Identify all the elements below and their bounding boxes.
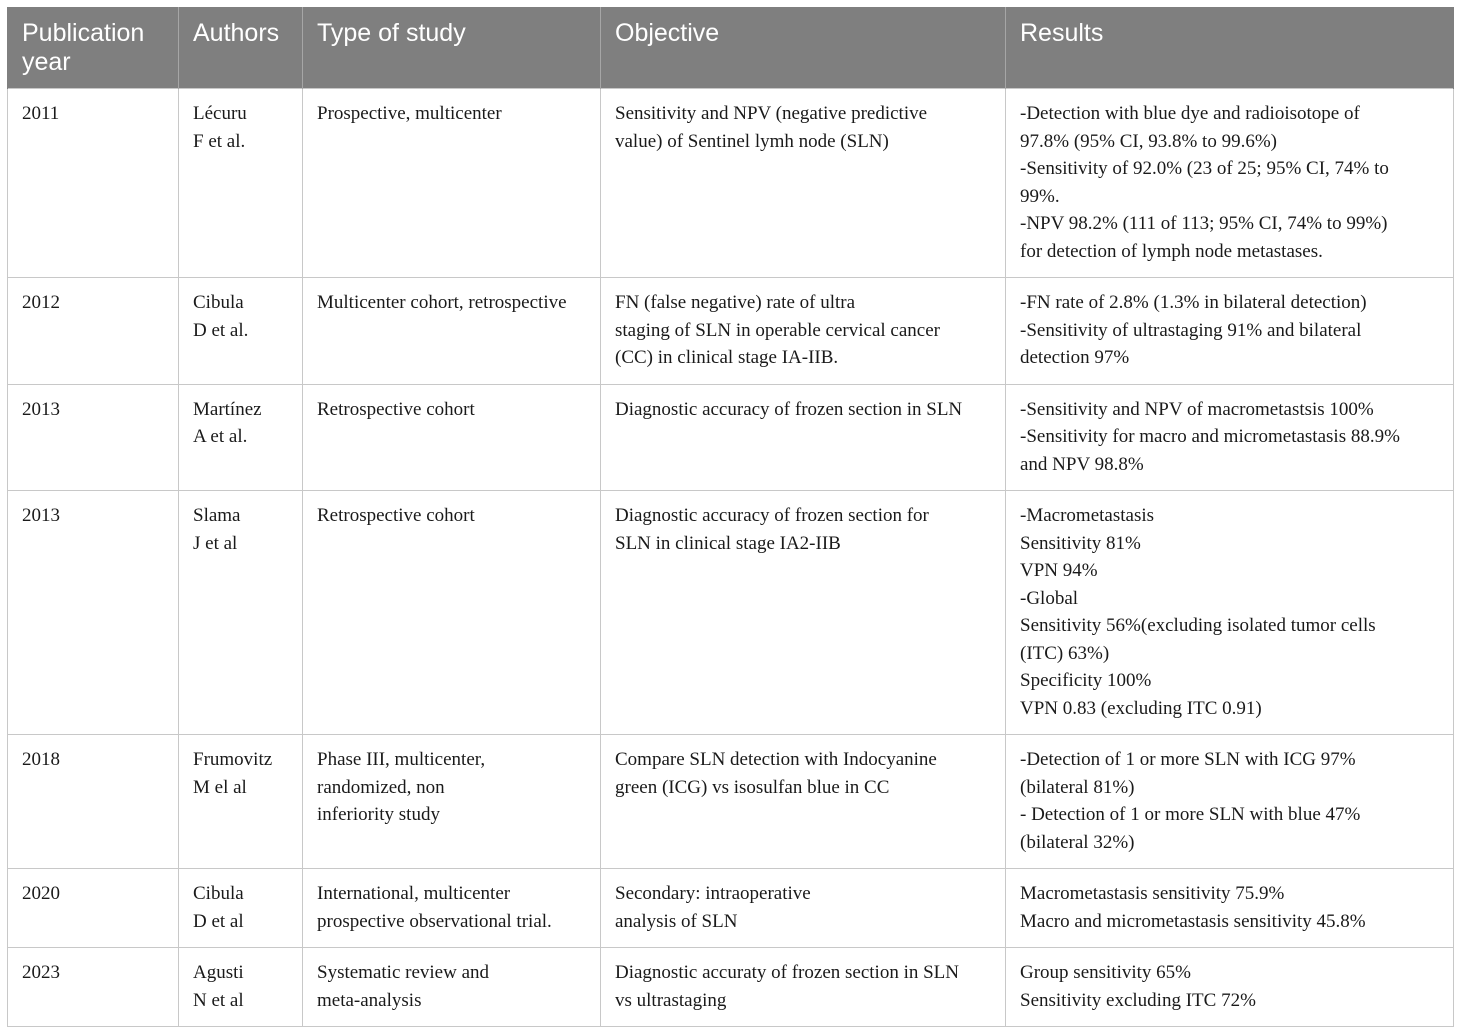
cell-line: Retrospective cohort [317, 398, 475, 420]
cell-results [1006, 384, 1454, 491]
cell-line: Diagnostic accuracy of frozen section in SLN [615, 398, 963, 420]
cell-line: - Detection of 1 or more SLN with blue 47% [1020, 804, 1361, 825]
cell-publication-year [8, 278, 179, 385]
cell-line: Objective [615, 19, 720, 47]
cell-line: 2013 [22, 398, 60, 420]
cell-publication-year [8, 491, 179, 735]
cell-line: vs ultrastaging [615, 989, 727, 1011]
cell-line: Martínez [193, 398, 262, 420]
header-authors [179, 7, 303, 89]
cell-results [1006, 869, 1454, 948]
table-row [8, 735, 1454, 869]
cell-line: year [22, 48, 71, 76]
table-row [8, 278, 1454, 385]
cell-line: Diagnostic accuraty of frozen section in SLN [615, 962, 959, 983]
cell-line: Specificity 100% [1020, 670, 1152, 691]
cell-line: meta-analysis [317, 989, 422, 1011]
cell-line: -Sensitivity for macro and micrometastasis 88.9% [1020, 426, 1400, 447]
cell-line: 2011 [22, 103, 60, 124]
cell-publication-year [8, 89, 179, 278]
cell-line: Compare SLN detection with Indocyanine [615, 749, 937, 770]
cell-line: green (ICG) vs isosulfan blue in CC [615, 776, 890, 798]
cell-type-of-study [303, 869, 601, 948]
cell-line: Diagnostic accuracy of frozen section for [615, 505, 929, 526]
cell-authors [179, 491, 303, 735]
cell-line: SLN in clinical stage IA2-IIB [615, 532, 841, 554]
cell-line: Results [1020, 19, 1104, 47]
cell-authors [179, 278, 303, 385]
cell-line: Group sensitivity 65% [1020, 962, 1191, 983]
cell-results [1006, 89, 1454, 278]
cell-line: -Sensitivity of ultrastaging 91% and bilateral [1020, 319, 1362, 341]
cell-line: Secondary: intraoperative [615, 883, 811, 904]
cell-line: D et al [193, 910, 244, 932]
cell-line: A et al. [193, 426, 248, 447]
cell-line: Authors [193, 19, 280, 47]
cell-line: -Macrometastasis [1020, 505, 1155, 526]
cell-line: Type of study [317, 19, 466, 47]
cell-line: Prospective, multicenter [317, 103, 502, 124]
cell-results [1006, 735, 1454, 869]
cell-results [1006, 278, 1454, 385]
cell-line: -NPV 98.2% (111 of 113; 95% CI, 74% to 99%) [1020, 213, 1388, 234]
cell-line: 2023 [22, 962, 60, 983]
cell-line: -Global [1020, 587, 1079, 609]
cell-line: M el al [193, 776, 247, 798]
cell-line: (ITC) 63%) [1020, 642, 1110, 664]
cell-line: Slama [193, 505, 241, 526]
table-row [8, 491, 1454, 735]
cell-authors [179, 735, 303, 869]
cell-line: Systematic review and [317, 962, 490, 983]
cell-line: 2020 [22, 883, 60, 904]
cell-line: Frumovitz [193, 749, 273, 770]
table-row [8, 869, 1454, 948]
cell-line: D et al. [193, 319, 249, 341]
cell-line: Cibula [193, 292, 244, 313]
cell-objective [601, 735, 1006, 869]
cell-objective [601, 278, 1006, 385]
cell-line: FN (false negative) rate of ultra [615, 292, 856, 313]
cell-line: Agusti [193, 962, 244, 983]
cell-line: Lécuru [193, 103, 247, 124]
cell-line: Phase III, multicenter, [317, 749, 486, 770]
cell-line: (bilateral 32%) [1020, 831, 1135, 853]
cell-line: -Detection of 1 or more SLN with ICG 97% [1020, 749, 1356, 770]
cell-line: for detection of lymph node metastases. [1020, 240, 1323, 262]
cell-line: 97.8% (95% CI, 93.8% to 99.6%) [1020, 130, 1277, 152]
cell-line: J et al [193, 532, 238, 554]
cell-line: Sensitivity 56%(excluding isolated tumor cells [1020, 615, 1376, 636]
cell-line: -FN rate of 2.8% (1.3% in bilateral detection) [1020, 292, 1367, 313]
cell-type-of-study [303, 491, 601, 735]
studies-table-container [7, 7, 1453, 1027]
cell-authors [179, 384, 303, 491]
cell-type-of-study [303, 735, 601, 869]
cell-results [1006, 491, 1454, 735]
cell-line: VPN 94% [1020, 560, 1098, 581]
cell-line: and NPV 98.8% [1020, 453, 1144, 475]
cell-line: (CC) in clinical stage IA-IIB. [615, 347, 839, 368]
cell-line: Sensitivity 81% [1020, 532, 1141, 554]
table-header [8, 7, 1454, 89]
table-body [8, 89, 1454, 1027]
header-row [8, 7, 1454, 89]
cell-objective [601, 89, 1006, 278]
cell-line: Macro and micrometastasis sensitivity 45.8% [1020, 910, 1366, 932]
cell-line: Publication [22, 19, 145, 47]
cell-type-of-study [303, 278, 601, 385]
cell-objective [601, 384, 1006, 491]
cell-line: F et al. [193, 130, 246, 152]
cell-authors [179, 89, 303, 278]
cell-type-of-study [303, 89, 601, 278]
cell-line: randomized, non [317, 776, 445, 798]
cell-line: -Sensitivity of 92.0% (23 of 25; 95% CI, 74% to [1020, 158, 1389, 179]
cell-line: International, multicenter [317, 883, 511, 904]
cell-line: -Sensitivity and NPV of macrometastsis 100% [1020, 398, 1374, 420]
cell-line: inferiority study [317, 804, 440, 825]
cell-line: staging of SLN in operable cervical cancer [615, 319, 940, 341]
cell-line: N et al [193, 989, 244, 1011]
cell-publication-year [8, 384, 179, 491]
cell-line: -Detection with blue dye and radioisotope of [1020, 103, 1360, 124]
header-results [1006, 7, 1454, 89]
studies-table [7, 7, 1454, 1027]
cell-publication-year [8, 869, 179, 948]
table-row [8, 384, 1454, 491]
cell-line: VPN 0.83 (excluding ITC 0.91) [1020, 697, 1262, 719]
cell-line: value) of Sentinel lymh node (SLN) [615, 130, 889, 152]
cell-line: 99%. [1020, 185, 1060, 207]
header-publication-year [8, 7, 179, 89]
cell-line: Retrospective cohort [317, 505, 475, 526]
cell-line: 2013 [22, 505, 60, 526]
cell-line: Cibula [193, 883, 244, 904]
cell-objective [601, 869, 1006, 948]
cell-line: (bilateral 81%) [1020, 776, 1135, 798]
table-row [8, 89, 1454, 278]
cell-line: Sensitivity excluding ITC 72% [1020, 989, 1256, 1011]
cell-line: 2012 [22, 292, 60, 313]
cell-line: analysis of SLN [615, 910, 738, 932]
cell-line: detection 97% [1020, 347, 1130, 368]
header-objective [601, 7, 1006, 89]
cell-objective [601, 491, 1006, 735]
cell-line: Sensitivity and NPV (negative predictive [615, 103, 928, 124]
cell-line: Multicenter cohort, retrospective [317, 292, 567, 313]
header-type-of-study [303, 7, 601, 89]
cell-line: 2018 [22, 749, 60, 770]
cell-line: prospective observational trial. [317, 910, 552, 932]
cell-publication-year [8, 735, 179, 869]
cell-type-of-study [303, 384, 601, 491]
cell-line: Macrometastasis sensitivity 75.9% [1020, 883, 1285, 904]
cell-authors [179, 869, 303, 948]
